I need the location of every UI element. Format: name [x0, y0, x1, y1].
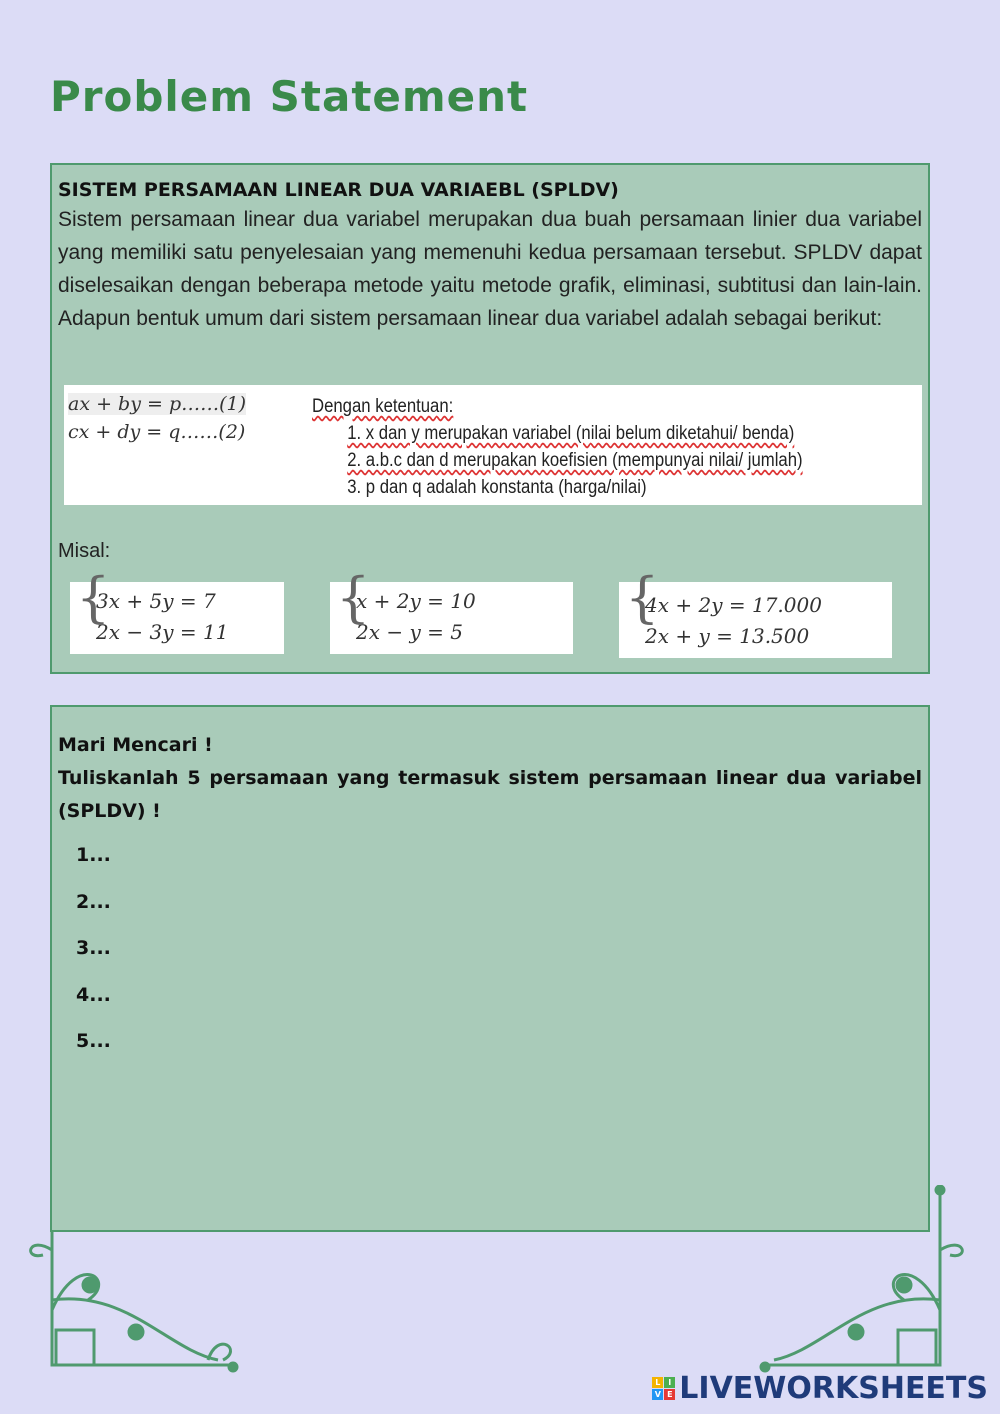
answer-item-5[interactable]: 5...: [76, 1030, 111, 1052]
equation-2: cx + dy = q……(2): [68, 421, 246, 443]
swirl-ornament-left: [28, 1230, 248, 1380]
example-eq: { x + 2y = 10: [356, 589, 476, 613]
equation-1: ax + by = p……(1): [68, 393, 247, 415]
activity-instruction: Tuliskanlah 5 persamaan yang termasuk sistem persamaan linear dua variabel (SPLDV) !: [58, 767, 922, 822]
example-eq: 2x − 3y = 11: [96, 620, 229, 644]
rule-item: 3. p dan q adalah konstanta (harga/nilai): [347, 477, 647, 498]
definition-box: [50, 163, 930, 674]
example-eq: 2x − y = 5: [356, 620, 463, 644]
example-eq: 2x + y = 13.500: [645, 624, 810, 648]
liveworksheets-logo: [652, 1371, 988, 1406]
answer-item-3[interactable]: 3...: [76, 937, 111, 959]
answer-item-2[interactable]: 2...: [76, 890, 111, 913]
example-2: [330, 582, 573, 654]
rules-list: [312, 393, 803, 501]
answer-list: [76, 844, 928, 1077]
logo-text: LIVEWORKSHEETS: [679, 1371, 988, 1406]
activity-box: [50, 705, 930, 1232]
activity-heading: Mari Mencari !: [58, 734, 213, 756]
general-form-image: [64, 385, 922, 505]
example-label: Misal:: [58, 540, 111, 562]
rule-item: 2. a.b.c dan d merupakan koefisien (mempunyai nilai/ jumlah): [347, 450, 803, 471]
example-3: [619, 582, 892, 658]
example-eq: { 3x + 5y = 7: [96, 589, 216, 613]
answer-item-4[interactable]: 4...: [76, 983, 111, 1006]
rules-title: Dengan ketentuan:: [312, 396, 454, 417]
swirl-ornament-right: [750, 1185, 970, 1380]
example-eq: { 4x + 2y = 17.000: [645, 593, 822, 617]
example-1: [70, 582, 284, 654]
section-heading: SISTEM PERSAMAAN LINEAR DUA VARIAEBL (SPLDV): [58, 179, 619, 201]
page-title: Problem Statement: [50, 72, 529, 121]
rule-item: 1. x dan y merupakan variabel (nilai belum diketahui/ benda): [347, 423, 795, 444]
live-logo-icon: L I V E: [652, 1377, 675, 1400]
answer-item-1[interactable]: 1...: [76, 844, 111, 866]
definition-paragraph: Sistem persamaan linear dua variabel merupakan dua buah persamaan linier dua variabel yang memiliki satu penyelesaian yang memenuhi kedua persamaan tersebut. SPLDV dapat diselesaikan dengan beberapa metode yaitu metode grafik, eliminasi, subtitusi dan lain-lain. Adapun bentuk umum dari sistem persamaan linear dua variabel adalah sebagai berikut:: [58, 208, 922, 330]
